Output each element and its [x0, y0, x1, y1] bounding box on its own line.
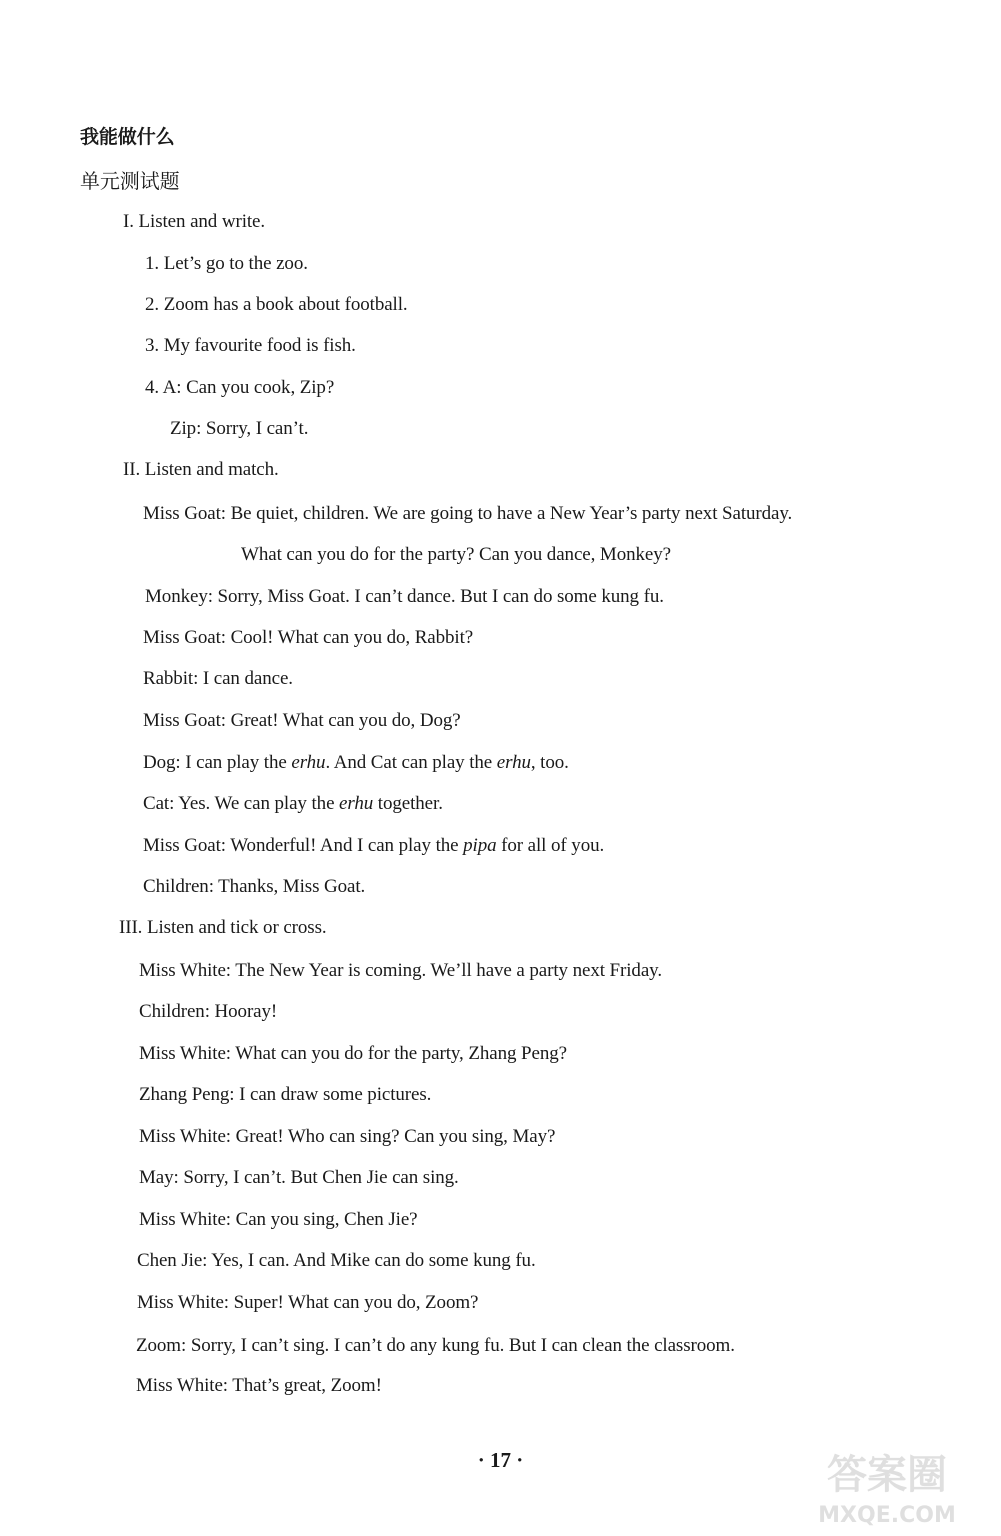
- part3-title: III. Listen and tick or cross.: [119, 917, 327, 938]
- dialogue-line: What can you do for the party? Can you dance, Monkey?: [241, 544, 671, 565]
- dialogue-line: Miss White: What can you do for the party, Zhang Peng?: [139, 1043, 567, 1064]
- dialogue-line: Miss Goat: Be quiet, children. We are going to have a New Year’s party next Saturday.: [143, 503, 793, 524]
- dialogue-line-dog: [143, 751, 569, 775]
- dialogue-line: Rabbit: I can dance.: [143, 668, 293, 689]
- dialogue-line: Miss White: Great! Who can sing? Can you sing, May?: [139, 1126, 556, 1147]
- text-segment: together.: [373, 793, 443, 814]
- dialogue-line: Zoom: Sorry, I can’t sing. I can’t do any kung fu. But I can clean the classroom.: [136, 1335, 735, 1356]
- dialogue-line: Zhang Peng: I can draw some pictures.: [139, 1084, 432, 1105]
- text-segment: for all of you.: [496, 835, 605, 856]
- italic-term: pipa: [463, 835, 497, 856]
- text-segment: , too.: [530, 752, 569, 773]
- part1-title: I. Listen and write.: [123, 211, 266, 232]
- dialogue-line: Children: Hooray!: [139, 1001, 278, 1022]
- dialogue-line: Miss White: The New Year is coming. We’ll have a party next Friday.: [139, 960, 662, 981]
- part1-item-2: 2. Zoom has a book about football.: [145, 294, 408, 315]
- dialogue-line: Chen Jie: Yes, I can. And Mike can do some kung fu.: [137, 1250, 536, 1271]
- page-number: · 17 ·: [477, 1448, 524, 1472]
- part1-item-1: 1. Let’s go to the zoo.: [145, 253, 308, 274]
- dialogue-line: Miss Goat: Great! What can you do, Dog?: [143, 710, 461, 731]
- dialogue-line-cat: [143, 792, 443, 816]
- part1-item-3: 3. My favourite food is fish.: [145, 335, 356, 356]
- italic-term: erhu: [496, 752, 531, 773]
- watermark-text: 答案圈: [827, 1452, 947, 1498]
- dialogue-line: Miss White: That’s great, Zoom!: [136, 1375, 382, 1396]
- text-segment: Cat: Yes. We can play the: [143, 793, 340, 814]
- watermark-logo: [787, 1440, 987, 1530]
- dialogue-line: Children: Thanks, Miss Goat.: [143, 876, 366, 897]
- dialogue-line: Monkey: Sorry, Miss Goat. I can’t dance. But I can do some kung fu.: [145, 586, 664, 607]
- text-segment: Dog: I can play the: [143, 752, 292, 773]
- text-segment: Miss Goat: Wonderful! And I can play the: [143, 835, 464, 856]
- section-title: 我能做什么: [80, 126, 175, 148]
- part2-title: II. Listen and match.: [123, 459, 279, 480]
- watermark-url: MXQE.COM: [818, 1503, 956, 1528]
- test-title: 单元测试题: [80, 169, 180, 193]
- dialogue-line: Miss Goat: Cool! What can you do, Rabbit?: [143, 627, 474, 648]
- dialogue-line: Miss White: Super! What can you do, Zoom?: [137, 1292, 479, 1313]
- dialogue-line: May: Sorry, I can’t. But Chen Jie can sing.: [139, 1167, 459, 1188]
- text-segment: . And Cat can play the: [325, 752, 497, 773]
- dialogue-line-goat: [143, 834, 604, 858]
- italic-term: erhu: [291, 752, 326, 773]
- italic-term: erhu: [339, 793, 374, 814]
- part1-item-4: 4. A: Can you cook, Zip?: [145, 377, 335, 398]
- part1-item-4-reply: Zip: Sorry, I can’t.: [170, 418, 309, 439]
- dialogue-line: Miss White: Can you sing, Chen Jie?: [139, 1209, 418, 1230]
